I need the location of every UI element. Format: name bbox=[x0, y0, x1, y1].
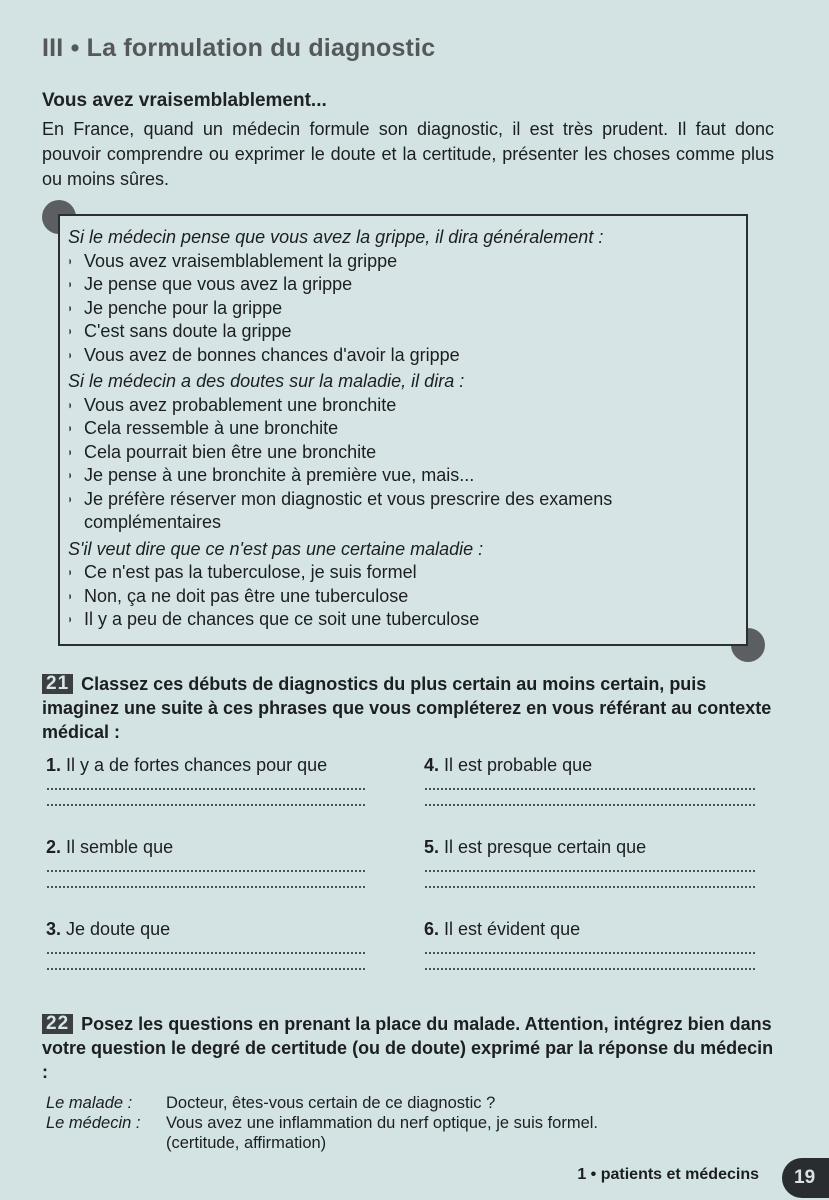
bullet-icon: ◗ bbox=[68, 565, 73, 579]
completion-item: 6. Il est évident que bbox=[424, 918, 756, 1000]
list-item: ◗ Non, ça ne doit pas être une tuberculose bbox=[68, 585, 738, 609]
completion-item: 4. Il est probable que bbox=[424, 754, 756, 836]
example-note: (certitude, affirmation) bbox=[166, 1134, 327, 1152]
patient-role: Le malade : bbox=[46, 1094, 133, 1112]
group-heading: Si le médecin pense que vous avez la grippe, il dira généralement : bbox=[68, 227, 604, 247]
bullet-icon: ◗ bbox=[68, 468, 73, 482]
exercise-instruction: Posez les questions en prenant la place du malade. Attention, intégrez bien dans votre question le degré de certitude (ou de doute) exprimé par la réponse du médecin : bbox=[42, 1014, 774, 1082]
bullet-icon: ◗ bbox=[68, 397, 73, 412]
answer-line[interactable] bbox=[46, 804, 366, 806]
list-item: ◗ Vous avez de bonnes chances d'avoir la grippe bbox=[68, 344, 738, 368]
answer-line[interactable] bbox=[46, 870, 366, 872]
bullet-icon: ◗ bbox=[68, 588, 73, 603]
list-item: ◗ Je penche pour la grippe bbox=[68, 297, 738, 321]
answer-line[interactable] bbox=[46, 788, 366, 790]
answer-line[interactable] bbox=[424, 804, 756, 806]
answer-line[interactable] bbox=[424, 870, 756, 872]
bullet-icon: ◗ bbox=[68, 347, 73, 362]
answer-line[interactable] bbox=[424, 886, 756, 888]
bullet-icon: ◗ bbox=[68, 277, 73, 291]
list-item: ◗ Cela ressemble à une bronchite bbox=[68, 417, 738, 441]
bullet-icon: ◗ bbox=[68, 444, 73, 459]
bullet-icon: ◗ bbox=[68, 300, 73, 315]
page-number-tab bbox=[782, 1158, 829, 1198]
list-item: ◗ Je pense à une bronchite à première vue, mais... bbox=[68, 464, 738, 488]
doctor-role: Le médecin : bbox=[46, 1114, 141, 1132]
exercise-instruction: Classez ces débuts de diagnostics du plus certain au moins certain, puis imaginez une suite à ces phrases que vous compléterez en vous référant au contexte médical : bbox=[42, 674, 772, 742]
bullet-icon: ◗ bbox=[68, 324, 73, 338]
answer-line[interactable] bbox=[46, 968, 366, 970]
section-title: III • La formulation du diagnostic bbox=[42, 34, 436, 62]
chapter-footer: 1 • patients et médecins bbox=[577, 1166, 759, 1183]
page-number: 19 bbox=[794, 1167, 816, 1188]
answer-line[interactable] bbox=[46, 886, 366, 888]
list-item: ◗ C'est sans doute la grippe bbox=[68, 320, 738, 344]
answer-line[interactable] bbox=[424, 952, 756, 954]
list-item: ◗ Je préfère réserver mon diagnostic et vous prescrire des examens complémentaires bbox=[68, 488, 613, 532]
exercise-number-badge: 21 bbox=[42, 674, 73, 694]
bullet-icon: ◗ bbox=[68, 253, 73, 268]
bullet-icon: ◗ bbox=[68, 612, 73, 626]
list-item: ◗ Ce n'est pas la tuberculose, je suis formel bbox=[68, 561, 738, 585]
subtitle: Vous avez vraisemblablement... bbox=[42, 90, 327, 111]
group-heading: S'il veut dire que ce n'est pas une certaine maladie : bbox=[68, 538, 484, 559]
intro-paragraph: En France, quand un médecin formule son diagnostic, il est très prudent. Il faut donc pouvoir comprendre ou exprimer le doute et la certitude, présenter les choses comme plus ou moins sûres. bbox=[42, 119, 774, 189]
exercise-number-badge: 22 bbox=[42, 1014, 73, 1034]
list-item: ◗ Il y a peu de chances que ce soit une tuberculose bbox=[68, 608, 738, 632]
list-item: ◗ Cela pourrait bien être une bronchite bbox=[68, 441, 738, 465]
patient-line: Docteur, êtes-vous certain de ce diagnostic ? bbox=[166, 1094, 496, 1112]
list-item: ◗ Je pense que vous avez la grippe bbox=[68, 273, 738, 297]
completion-item: 5. Il est presque certain que bbox=[424, 836, 756, 918]
answer-line[interactable] bbox=[424, 968, 756, 970]
bullet-icon: ◗ bbox=[68, 421, 73, 435]
completion-item: 3. Je doute que bbox=[46, 918, 366, 1000]
list-item: ◗ Vous avez probablement une bronchite bbox=[68, 394, 738, 418]
bullet-icon: ◗ bbox=[68, 491, 73, 506]
answer-line[interactable] bbox=[424, 788, 756, 790]
completion-item: 2. Il semble que bbox=[46, 836, 366, 918]
completion-item: 1. Il y a de fortes chances pour que bbox=[46, 754, 366, 836]
dialogue-example bbox=[46, 1093, 598, 1153]
exercise-21 bbox=[42, 672, 782, 744]
exercise-22 bbox=[42, 1012, 782, 1084]
answer-line[interactable] bbox=[46, 952, 366, 954]
list-item: ◗ Vous avez vraisemblablement la grippe bbox=[68, 250, 738, 274]
group-heading: Si le médecin a des doutes sur la maladie, il dira : bbox=[68, 371, 465, 391]
doctor-line: Vous avez une inflammation du nerf optique, je suis formel. bbox=[166, 1114, 598, 1132]
expressions-box bbox=[58, 214, 748, 646]
